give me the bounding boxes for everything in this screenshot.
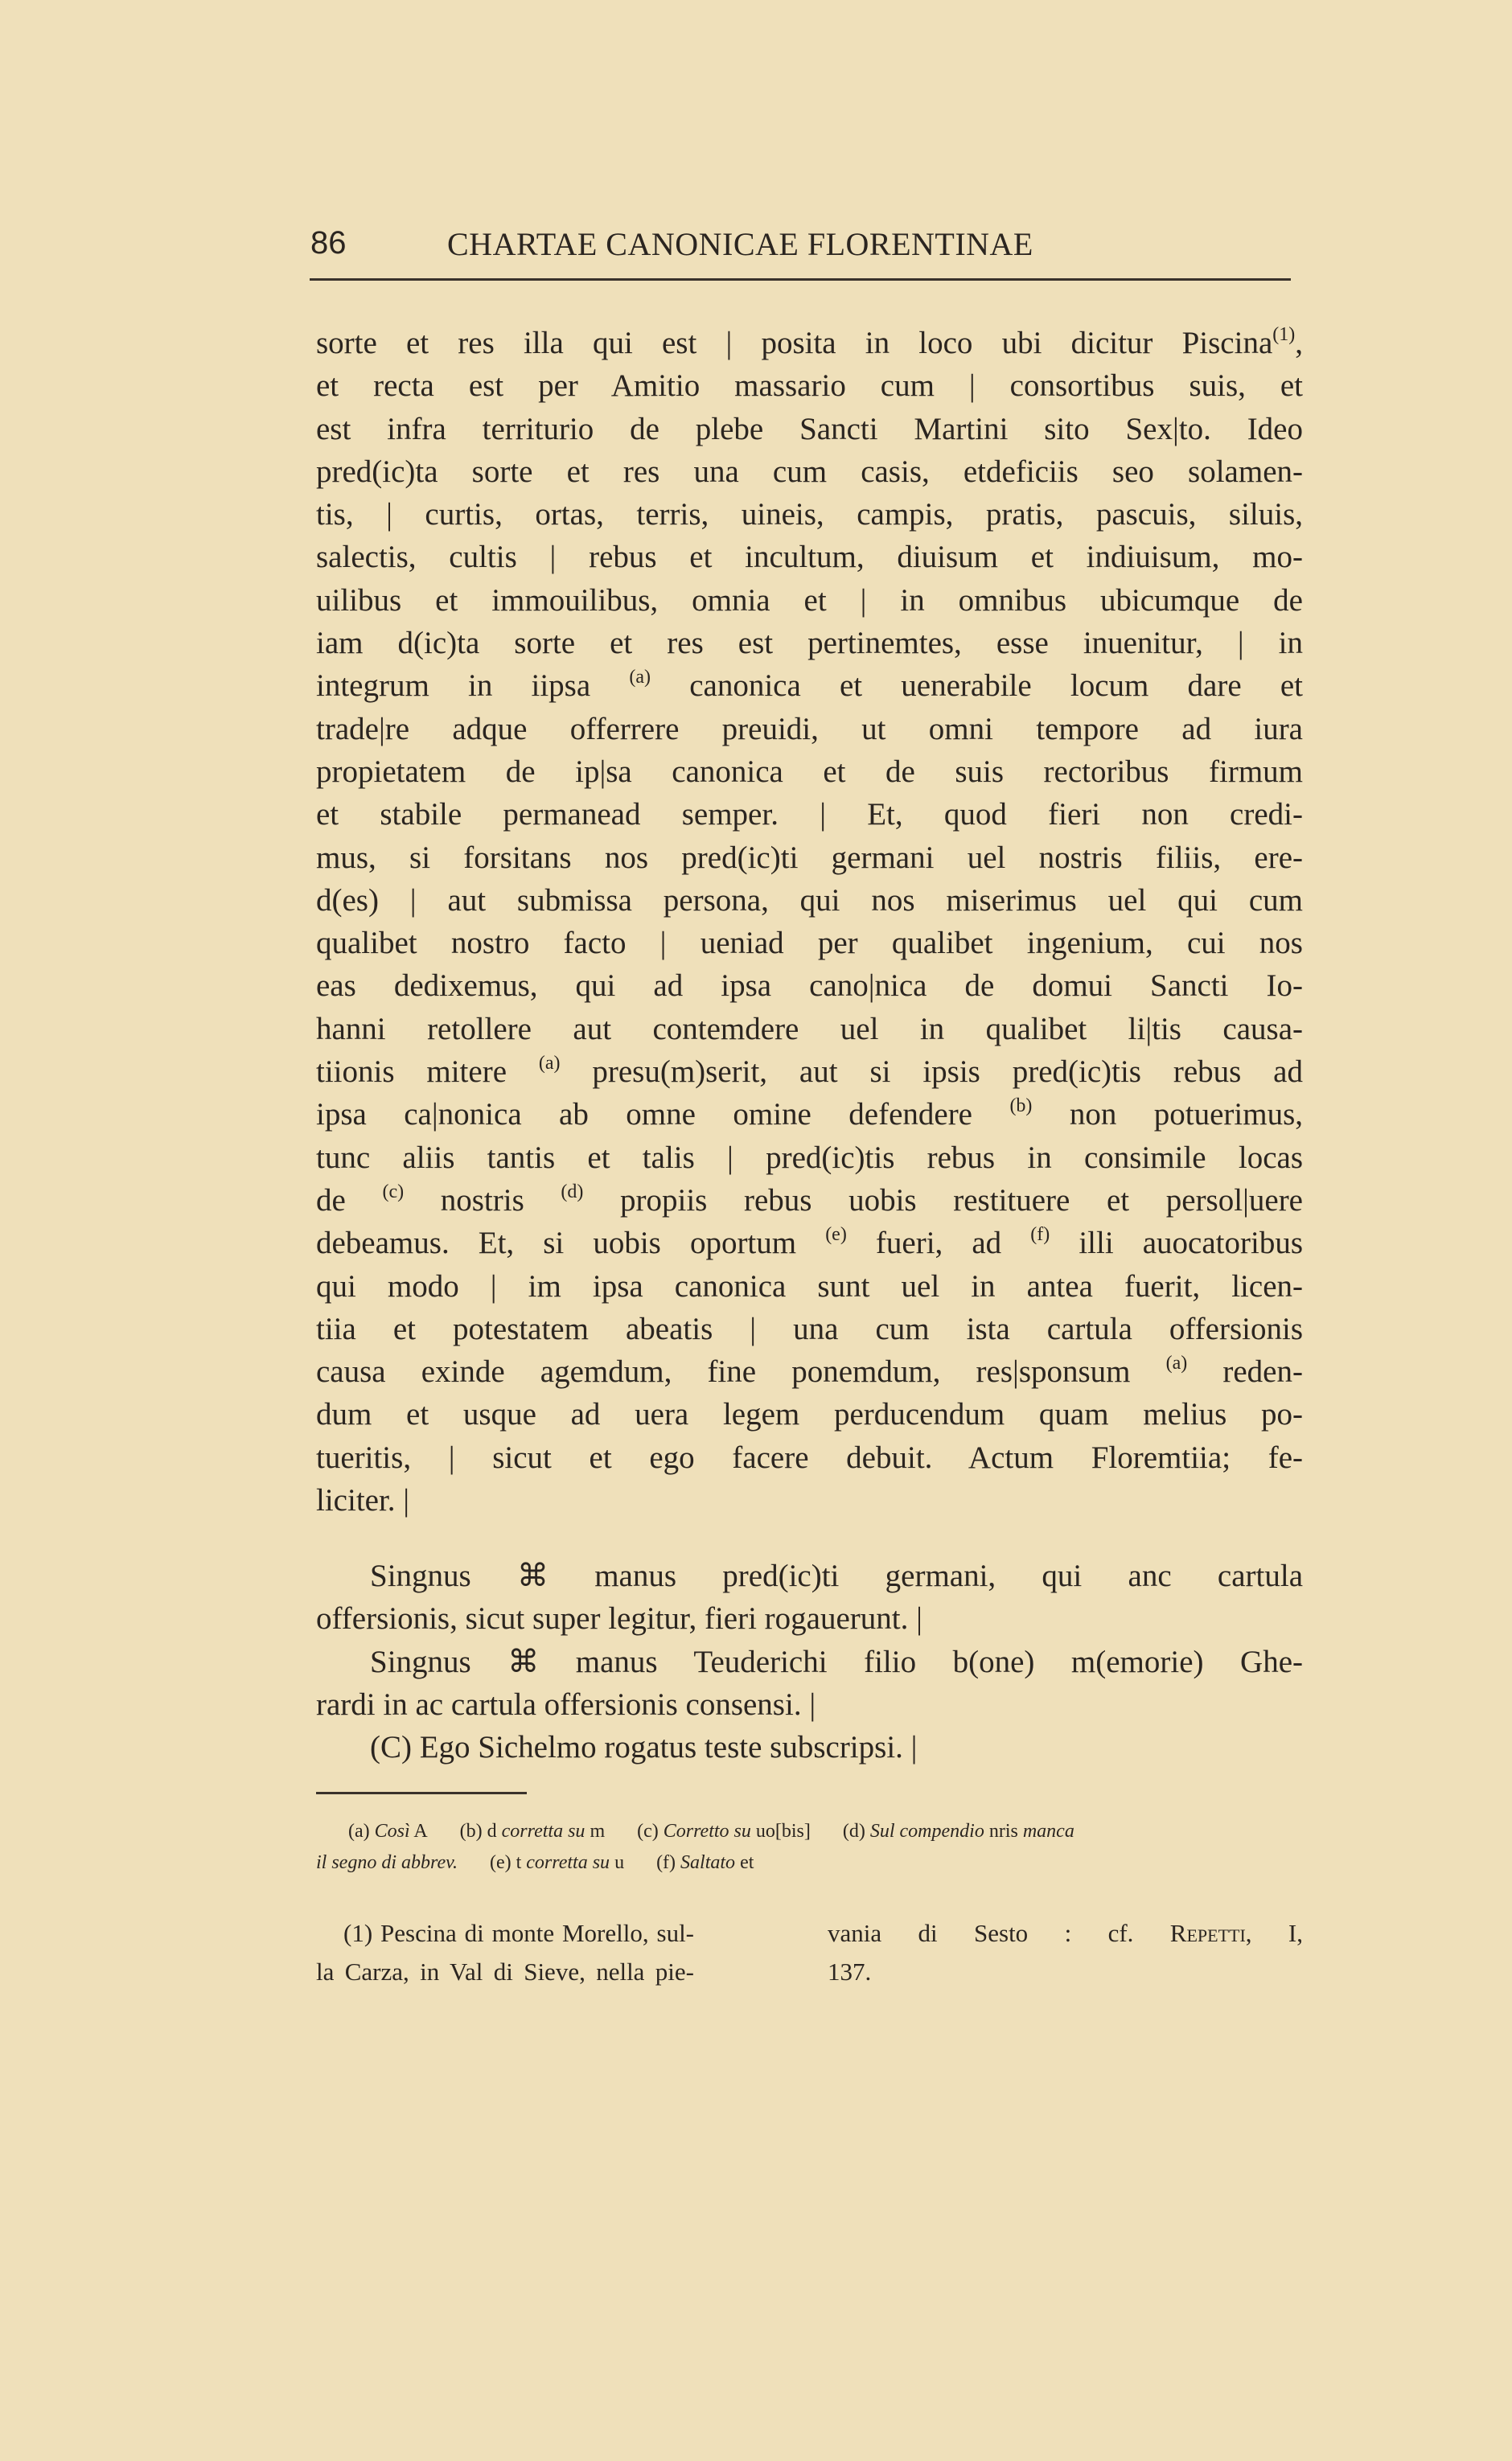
signatures-block	[316, 1555, 1303, 1769]
text-line	[316, 1393, 1303, 1436]
text-line	[316, 622, 1303, 664]
footnote-reference: (b)	[1009, 1095, 1033, 1117]
text-segment: et stabile permanead semper. | Et, quod fieri non credi-	[316, 797, 1303, 832]
text-segment: fueri, ad	[846, 1226, 1031, 1261]
footnote-reference: (d)	[561, 1181, 584, 1202]
text-segment: tiia et potestatem abeatis | una cum ista cartula offersionis	[316, 1311, 1303, 1346]
text-segment: eas dedixemus, qui ad ipsa cano|nica de domui Sancti Io-	[316, 968, 1303, 1004]
note-italic: Saltato	[676, 1852, 736, 1873]
footnote-reference: (1)	[1272, 324, 1296, 345]
note-mark: (b)	[459, 1821, 483, 1842]
text-segment: est infra territurio de plebe Sancti Martini sito Sex|to. Ideo	[316, 411, 1303, 446]
text-segment: canonica et uenerabile locum dare et	[651, 668, 1303, 704]
text-line	[316, 364, 1303, 407]
header-rule	[310, 278, 1291, 281]
footnote-reference: (c)	[382, 1181, 405, 1202]
text-line	[316, 1179, 1303, 1222]
text-segment: illi auocatoribus	[1050, 1226, 1303, 1261]
note-text: nris	[984, 1821, 1023, 1842]
footnote-line	[828, 1914, 1303, 1953]
text-segment: integrum in iipsa	[316, 668, 630, 704]
text-segment: pred(ic)ta sorte et res una cum casis, etdeficiis seo solamen-	[316, 454, 1303, 489]
text-line	[316, 664, 1303, 707]
text-segment: Singnus ⌘ manus Teuderichi filio b(one) m(emorie) Ghe-	[370, 1644, 1303, 1679]
footnote-reference: (a)	[538, 1053, 561, 1074]
text-line	[316, 579, 1303, 622]
footnote-line: 137.	[828, 1958, 872, 1986]
text-segment: qui modo | im ipsa canonica sunt uel in antea fuerit, licen-	[316, 1268, 1303, 1304]
text-segment: salectis, cultis | rebus et incultum, diuisum et indiuisum, mo-	[316, 540, 1303, 575]
footnote-1-left-column	[316, 1914, 694, 1991]
text-line	[316, 408, 1303, 450]
text-line	[316, 1436, 1303, 1479]
note-text: A	[409, 1821, 428, 1842]
footnote-line: la Carza, in Val di Sieve, nella pie-	[316, 1958, 694, 1986]
text-line	[316, 1555, 1303, 1597]
text-segment: d(es) | aut submissa persona, qui nos miserimus uel qui cum	[316, 882, 1303, 918]
note-text: m	[585, 1821, 606, 1842]
text-line	[316, 793, 1303, 836]
text-segment: iam d(ic)ta sorte et res est pertinemtes, esse inuenitur, | in	[316, 626, 1303, 661]
text-segment: presu(m)serit, aut si ipsis pred(ic)tis rebus ad	[560, 1054, 1303, 1090]
text-segment: hanni retollere aut contemdere uel in qualibet li|tis causa-	[316, 1011, 1303, 1046]
note-italic: manca	[1022, 1821, 1074, 1842]
text-segment: de	[316, 1182, 383, 1218]
text-segment: propiis rebus uobis restituere et persol|uere	[583, 1182, 1303, 1218]
footnote-reference: (e)	[825, 1224, 847, 1246]
text-line	[316, 493, 1303, 536]
note-c	[637, 1821, 811, 1842]
text-segment: qualibet nostro facto | ueniad per qualibet ingenium, cui nos	[316, 926, 1303, 961]
footnote-rule	[316, 1792, 527, 1794]
footnote-reference: (a)	[1165, 1353, 1188, 1374]
text-line	[316, 1222, 1303, 1264]
note-mark: (d)	[842, 1821, 865, 1842]
text-segment: mus, si forsitans nos pred(ic)ti germani uel nostris filiis, ere-	[316, 840, 1303, 875]
note-mark: (c)	[637, 1821, 659, 1842]
text-segment: debeamus. Et, si uobis oportum	[316, 1226, 826, 1261]
text-segment: tunc aliis tantis et talis | pred(ic)tis rebus in consimile locas	[316, 1140, 1303, 1175]
note-italic: corretta su	[526, 1852, 610, 1873]
note-text: u	[610, 1852, 625, 1873]
text-segment: tiionis mitere	[316, 1054, 539, 1090]
text-line	[316, 1008, 1303, 1050]
text-segment: offersionis, sicut super legitur, fieri rogauerunt. |	[316, 1601, 922, 1637]
footnote-text: , I,	[1245, 1919, 1303, 1947]
text-line	[316, 1683, 1303, 1726]
note-italic: il segno di abbrev.	[316, 1852, 458, 1873]
text-segment: liciter. |	[316, 1483, 410, 1518]
text-segment: reden-	[1187, 1354, 1303, 1390]
footnote-author: Repetti	[1169, 1919, 1246, 1947]
text-segment: rardi in ac cartula offersionis consensi. |	[316, 1687, 816, 1722]
text-line	[316, 322, 1303, 364]
text-segment: tis, | curtis, ortas, terris, uineis, campis, pratis, pascuis, siluis,	[316, 497, 1303, 532]
text-line	[316, 879, 1303, 922]
running-title: CHARTAE CANONICAE FLORENTINAE	[447, 226, 1033, 262]
note-text: uo[bis]	[750, 1821, 811, 1842]
note-mark: (e)	[489, 1852, 512, 1873]
page-number: 86	[310, 225, 347, 261]
text-line	[316, 1050, 1303, 1093]
text-line	[316, 450, 1303, 493]
charter-text	[316, 322, 1303, 1522]
note-italic: Corretto su	[658, 1821, 751, 1842]
text-line	[316, 964, 1303, 1007]
note-mark: (f)	[656, 1852, 676, 1873]
text-line	[316, 1726, 1303, 1769]
note-b	[460, 1821, 605, 1842]
text-line	[316, 1641, 1303, 1683]
text-segment: Singnus ⌘ manus pred(ic)ti germani, qui anc cartula	[370, 1559, 1303, 1593]
note-text: et	[735, 1852, 754, 1873]
text-line	[316, 536, 1303, 578]
text-segment: (C) Ego Sichelmo rogatus teste subscripsi. |	[370, 1730, 918, 1765]
text-line	[316, 708, 1303, 750]
text-segment: nostris	[404, 1182, 561, 1218]
text-segment: causa exinde agemdum, fine ponemdum, res|sponsum	[316, 1354, 1166, 1390]
note-italic: Sul compendio	[865, 1821, 984, 1842]
text-segment: et recta est per Amitio massario cum | consortibus suis, et	[316, 368, 1303, 404]
note-text: t	[511, 1852, 527, 1873]
text-line	[316, 1350, 1303, 1393]
note-d	[843, 1821, 1074, 1842]
footnote-line: (1) Pescina di monte Morello, sul-	[343, 1919, 694, 1947]
text-segment: non potuerimus,	[1032, 1097, 1304, 1132]
text-line	[316, 1597, 1303, 1640]
text-line	[316, 1479, 1303, 1522]
text-line	[316, 922, 1303, 964]
footnote-reference: (a)	[629, 667, 651, 688]
text-segment: trade|re adque offerrere preuidi, ut omni tempore ad iura	[316, 711, 1303, 746]
footnote-text: vania di Sesto : cf.	[828, 1919, 1170, 1947]
note-f	[656, 1852, 754, 1873]
text-segment: sorte et res illa qui est | posita in loco ubi dicitur Piscina	[316, 326, 1273, 360]
text-line	[316, 750, 1303, 793]
note-e	[490, 1852, 624, 1873]
text-segment: uilibus et immouilibus, omnia et | in omnibus ubicumque de	[316, 582, 1303, 618]
text-line	[316, 1265, 1303, 1308]
text-line	[316, 1136, 1303, 1179]
text-segment: ,	[1295, 326, 1303, 360]
text-segment: propietatem de ip|sa canonica et de suis rectoribus firmum	[316, 754, 1303, 789]
text-line	[316, 1093, 1303, 1136]
note-a	[348, 1821, 428, 1842]
footnote-1-right-column	[828, 1914, 1303, 1991]
note-d-continued	[316, 1852, 458, 1873]
text-line	[316, 836, 1303, 879]
footnote-reference: (f)	[1030, 1224, 1050, 1246]
text-segment: dum et usque ad uera legem perducendum quam melius po-	[316, 1397, 1303, 1432]
text-segment: tueritis, | sicut et ego facere debuit. Actum Floremtiia; fe-	[316, 1440, 1303, 1475]
note-italic: corretta su	[501, 1821, 585, 1842]
text-segment: ipsa ca|nonica ab omne omine defendere	[316, 1097, 1010, 1132]
text-line	[316, 1308, 1303, 1350]
note-mark: (a)	[348, 1821, 370, 1842]
critical-apparatus	[316, 1816, 1303, 1879]
note-italic: Così	[374, 1821, 410, 1842]
note-text: d	[482, 1821, 502, 1842]
